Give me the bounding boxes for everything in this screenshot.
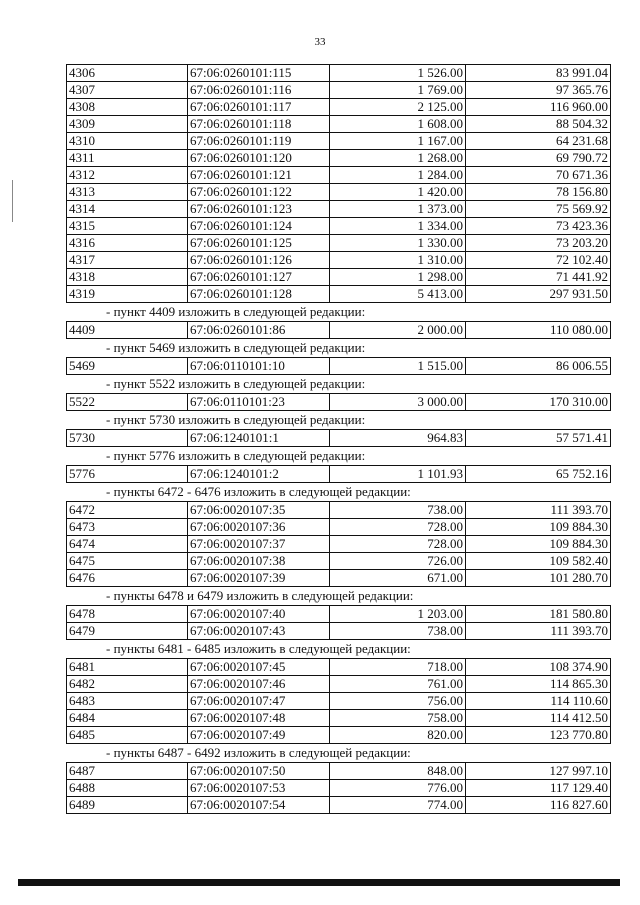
value-cell: 127 997.10	[466, 763, 611, 780]
document-content	[66, 64, 610, 814]
value-cell: 75 569.92	[466, 201, 611, 218]
value-cell: 97 365.76	[466, 82, 611, 99]
item-number-cell: 6485	[67, 727, 188, 744]
table-row	[67, 430, 611, 447]
item-number-cell: 6483	[67, 693, 188, 710]
item-number-cell: 5522	[67, 394, 188, 411]
item-number-cell: 6474	[67, 536, 188, 553]
area-cell: 1 203.00	[330, 606, 466, 623]
area-cell: 728.00	[330, 536, 466, 553]
cadastral-number-cell: 67:06:0020107:53	[188, 780, 330, 797]
cadastral-number-cell: 67:06:0260101:124	[188, 218, 330, 235]
item-number-cell: 6489	[67, 797, 188, 814]
amendment-instruction: - пункт 5776 изложить в следующей редакции:	[106, 448, 366, 463]
amendment-instruction: - пункты 6487 - 6492 изложить в следующей редакции:	[106, 745, 411, 760]
area-cell: 671.00	[330, 570, 466, 587]
item-number-cell: 6479	[67, 623, 188, 640]
value-cell: 86 006.55	[466, 358, 611, 375]
item-number-cell: 4307	[67, 82, 188, 99]
cadastral-number-cell: 67:06:0020107:35	[188, 502, 330, 519]
parcel-table	[66, 64, 611, 303]
value-cell: 110 080.00	[466, 322, 611, 339]
table-row	[67, 218, 611, 235]
cadastral-number-cell: 67:06:0260101:125	[188, 235, 330, 252]
value-cell: 109 884.30	[466, 536, 611, 553]
item-number-cell: 6475	[67, 553, 188, 570]
item-number-cell: 6481	[67, 659, 188, 676]
cadastral-number-cell: 67:06:0020107:54	[188, 797, 330, 814]
value-cell: 72 102.40	[466, 252, 611, 269]
amendment-instruction: - пункт 5469 изложить в следующей редакции:	[106, 340, 366, 355]
item-number-cell: 4409	[67, 322, 188, 339]
area-cell: 1 268.00	[330, 150, 466, 167]
parcel-table	[66, 429, 611, 447]
parcel-table	[66, 762, 611, 814]
table-row	[67, 536, 611, 553]
value-cell: 109 884.30	[466, 519, 611, 536]
item-number-cell: 6487	[67, 763, 188, 780]
area-cell: 776.00	[330, 780, 466, 797]
amendment-instruction: - пункты 6472 - 6476 изложить в следующей редакции:	[106, 484, 411, 499]
table-row	[67, 99, 611, 116]
cadastral-number-cell: 67:06:0260101:86	[188, 322, 330, 339]
item-number-cell: 5776	[67, 466, 188, 483]
item-number-cell: 4313	[67, 184, 188, 201]
item-number-cell: 6482	[67, 676, 188, 693]
parcel-table	[66, 321, 611, 339]
cadastral-number-cell: 67:06:0020107:36	[188, 519, 330, 536]
area-cell: 5 413.00	[330, 286, 466, 303]
table-row	[67, 727, 611, 744]
area-cell: 1 330.00	[330, 235, 466, 252]
item-number-cell: 4315	[67, 218, 188, 235]
item-number-cell: 4311	[67, 150, 188, 167]
table-row	[67, 502, 611, 519]
table-row	[67, 519, 611, 536]
cadastral-number-cell: 67:06:0260101:126	[188, 252, 330, 269]
item-number-cell: 5469	[67, 358, 188, 375]
cadastral-number-cell: 67:06:0020107:46	[188, 676, 330, 693]
value-cell: 64 231.68	[466, 133, 611, 150]
table-row	[67, 82, 611, 99]
item-number-cell: 4308	[67, 99, 188, 116]
cadastral-number-cell: 67:06:0110101:10	[188, 358, 330, 375]
table-row	[67, 269, 611, 286]
value-cell: 109 582.40	[466, 553, 611, 570]
table-row	[67, 116, 611, 133]
cadastral-number-cell: 67:06:0020107:45	[188, 659, 330, 676]
value-cell: 111 393.70	[466, 502, 611, 519]
table-row	[67, 65, 611, 82]
cadastral-number-cell: 67:06:0260101:122	[188, 184, 330, 201]
value-cell: 88 504.32	[466, 116, 611, 133]
table-row	[67, 659, 611, 676]
area-cell: 758.00	[330, 710, 466, 727]
table-row	[67, 184, 611, 201]
value-cell: 78 156.80	[466, 184, 611, 201]
item-number-cell: 4319	[67, 286, 188, 303]
cadastral-number-cell: 67:06:0260101:128	[188, 286, 330, 303]
item-number-cell: 4310	[67, 133, 188, 150]
cadastral-number-cell: 67:06:0020107:38	[188, 553, 330, 570]
value-cell: 70 671.36	[466, 167, 611, 184]
bottom-rule	[18, 879, 620, 886]
cadastral-number-cell: 67:06:0260101:115	[188, 65, 330, 82]
parcel-table	[66, 465, 611, 483]
cadastral-number-cell: 67:06:0260101:123	[188, 201, 330, 218]
item-number-cell: 6488	[67, 780, 188, 797]
item-number-cell: 4306	[67, 65, 188, 82]
table-row	[67, 286, 611, 303]
cadastral-number-cell: 67:06:0260101:118	[188, 116, 330, 133]
table-row	[67, 322, 611, 339]
table-row	[67, 167, 611, 184]
item-number-cell: 6478	[67, 606, 188, 623]
value-cell: 114 412.50	[466, 710, 611, 727]
value-cell: 73 423.36	[466, 218, 611, 235]
area-cell: 1 101.93	[330, 466, 466, 483]
area-cell: 774.00	[330, 797, 466, 814]
area-cell: 2 125.00	[330, 99, 466, 116]
value-cell: 65 752.16	[466, 466, 611, 483]
value-cell: 114 865.30	[466, 676, 611, 693]
cadastral-number-cell: 67:06:0260101:127	[188, 269, 330, 286]
table-row	[67, 150, 611, 167]
item-number-cell: 4312	[67, 167, 188, 184]
amendment-instruction: - пункт 4409 изложить в следующей редакции:	[106, 304, 366, 319]
table-row	[67, 780, 611, 797]
table-row	[67, 710, 611, 727]
value-cell: 116 960.00	[466, 99, 611, 116]
item-number-cell: 4314	[67, 201, 188, 218]
area-cell: 964.83	[330, 430, 466, 447]
parcel-table	[66, 357, 611, 375]
item-number-cell: 4309	[67, 116, 188, 133]
area-cell: 3 000.00	[330, 394, 466, 411]
cadastral-number-cell: 67:06:0020107:50	[188, 763, 330, 780]
parcel-table	[66, 605, 611, 640]
cadastral-number-cell: 67:06:0020107:48	[188, 710, 330, 727]
table-row	[67, 693, 611, 710]
cadastral-number-cell: 67:06:1240101:2	[188, 466, 330, 483]
cadastral-number-cell: 67:06:0020107:40	[188, 606, 330, 623]
amendment-instruction: - пункты 6481 - 6485 изложить в следующей редакции:	[106, 641, 411, 656]
area-cell: 1 608.00	[330, 116, 466, 133]
table-row	[67, 394, 611, 411]
item-number-cell: 6472	[67, 502, 188, 519]
amendment-instruction: - пункты 6478 и 6479 изложить в следующей редакции:	[106, 588, 414, 603]
cadastral-number-cell: 67:06:0260101:116	[188, 82, 330, 99]
page-number: 33	[314, 36, 326, 48]
table-row	[67, 358, 611, 375]
cadastral-number-cell: 67:06:0260101:117	[188, 99, 330, 116]
value-cell: 123 770.80	[466, 727, 611, 744]
item-number-cell: 6476	[67, 570, 188, 587]
area-cell: 1 515.00	[330, 358, 466, 375]
margin-mark	[12, 180, 13, 222]
table-row	[67, 201, 611, 218]
table-row	[67, 763, 611, 780]
value-cell: 111 393.70	[466, 623, 611, 640]
area-cell: 1 334.00	[330, 218, 466, 235]
value-cell: 69 790.72	[466, 150, 611, 167]
area-cell: 1 298.00	[330, 269, 466, 286]
item-number-cell: 4316	[67, 235, 188, 252]
table-row	[67, 676, 611, 693]
item-number-cell: 6484	[67, 710, 188, 727]
area-cell: 738.00	[330, 623, 466, 640]
item-number-cell: 4317	[67, 252, 188, 269]
table-row	[67, 606, 611, 623]
value-cell: 117 129.40	[466, 780, 611, 797]
area-cell: 718.00	[330, 659, 466, 676]
cadastral-number-cell: 67:06:0020107:37	[188, 536, 330, 553]
value-cell: 83 991.04	[466, 65, 611, 82]
area-cell: 848.00	[330, 763, 466, 780]
cadastral-number-cell: 67:06:0020107:39	[188, 570, 330, 587]
parcel-table	[66, 501, 611, 587]
value-cell: 170 310.00	[466, 394, 611, 411]
cadastral-number-cell: 67:06:0260101:119	[188, 133, 330, 150]
value-cell: 57 571.41	[466, 430, 611, 447]
area-cell: 1 284.00	[330, 167, 466, 184]
table-row	[67, 797, 611, 814]
area-cell: 738.00	[330, 502, 466, 519]
table-row	[67, 466, 611, 483]
item-number-cell: 6473	[67, 519, 188, 536]
cadastral-number-cell: 67:06:0020107:47	[188, 693, 330, 710]
table-row	[67, 235, 611, 252]
cadastral-number-cell: 67:06:0020107:43	[188, 623, 330, 640]
cadastral-number-cell: 67:06:0260101:120	[188, 150, 330, 167]
cadastral-number-cell: 67:06:0110101:23	[188, 394, 330, 411]
area-cell: 761.00	[330, 676, 466, 693]
area-cell: 1 769.00	[330, 82, 466, 99]
value-cell: 114 110.60	[466, 693, 611, 710]
parcel-table	[66, 658, 611, 744]
table-row	[67, 553, 611, 570]
area-cell: 1 420.00	[330, 184, 466, 201]
table-row	[67, 252, 611, 269]
area-cell: 726.00	[330, 553, 466, 570]
area-cell: 1 310.00	[330, 252, 466, 269]
item-number-cell: 5730	[67, 430, 188, 447]
amendment-instruction: - пункт 5730 изложить в следующей редакции:	[106, 412, 366, 427]
area-cell: 1 526.00	[330, 65, 466, 82]
value-cell: 73 203.20	[466, 235, 611, 252]
value-cell: 108 374.90	[466, 659, 611, 676]
table-row	[67, 570, 611, 587]
area-cell: 2 000.00	[330, 322, 466, 339]
area-cell: 756.00	[330, 693, 466, 710]
cadastral-number-cell: 67:06:0260101:121	[188, 167, 330, 184]
cadastral-number-cell: 67:06:0020107:49	[188, 727, 330, 744]
area-cell: 1 167.00	[330, 133, 466, 150]
area-cell: 1 373.00	[330, 201, 466, 218]
amendment-instruction: - пункт 5522 изложить в следующей редакции:	[106, 376, 366, 391]
value-cell: 297 931.50	[466, 286, 611, 303]
table-row	[67, 133, 611, 150]
value-cell: 181 580.80	[466, 606, 611, 623]
value-cell: 71 441.92	[466, 269, 611, 286]
item-number-cell: 4318	[67, 269, 188, 286]
value-cell: 101 280.70	[466, 570, 611, 587]
parcel-table	[66, 393, 611, 411]
table-row	[67, 623, 611, 640]
cadastral-number-cell: 67:06:1240101:1	[188, 430, 330, 447]
value-cell: 116 827.60	[466, 797, 611, 814]
area-cell: 820.00	[330, 727, 466, 744]
area-cell: 728.00	[330, 519, 466, 536]
